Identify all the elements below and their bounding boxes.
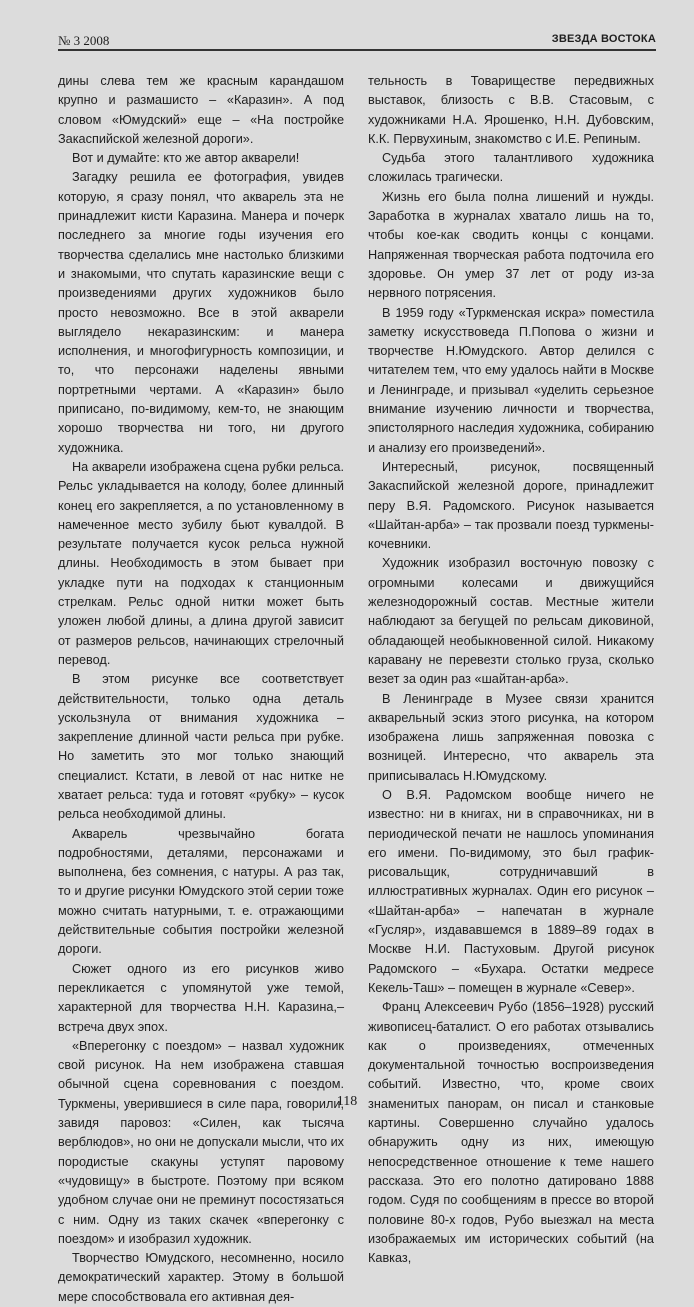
paragraph: Судьба этого талантливого художника сложилась трагически. xyxy=(368,151,654,185)
page-number: 118 xyxy=(336,1094,358,1109)
paragraph: дины слева тем же красным карандашом крупно и размашисто – «Каразин». А под словом «Юмудский» еще – «На постройке Закаспийской железной дороги». xyxy=(58,74,344,146)
paragraph: тельность в Товариществе передвижных выставок, близость с В.В. Стасовым, с художниками Н.А. Ярошенко, Н.Н. Дубовским, К.К. Первухиным, знакомство с И.Е. Репиным. xyxy=(368,74,654,146)
paragraph: Вот и думайте: кто же автор акварели! xyxy=(72,151,300,166)
paragraph: Сюжет одного из его рисунков живо перекликается с упомянутой уже темой, характерной для творчества Н.Н. Каразина,– встреча двух эпох. xyxy=(58,961,344,1034)
paragraph: Жизнь его была полна лишений и нужды. Заработка в журналах хватало лишь на то, чтобы кое-как сводить концы с концами. Напряженная творческая работа подточила его здоровье. Он умер 37 лет от роду из-за нервного потрясения. xyxy=(368,189,654,301)
paragraph: На акварели изображена сцена рубки рельса. Рельс укладывается на колоду, более длинный конец его закрепляется, а по установленному в намеченное место зубилу бьют кувалдой. В результате получается кусок рельса нужной длины. Необходимость в этом бывает при укладке пути на подходах к станционным стрелкам. Рельс одной нитки может быть уложен любой длины, а длина другой зависит от размеров рельсов, начинающих стрелочный перевод. xyxy=(58,459,344,667)
magazine-title: ЗВЕЗДА ВОСТОКА xyxy=(551,33,656,45)
paragraph: Художник изобразил восточную повозку с огромными колесами и движущийся железнодорожный состав. Местные жители наблюдают за бегущей по рельсам диковиной, обладающей необыкновенной силой. Никакому каравану не перевезти столько груза, сколько везет за один раз «шайтан-арба». xyxy=(368,556,654,687)
left-column xyxy=(58,72,344,1307)
paragraph: Франц Алексеевич Рубо (1856–1928) русский живописец-баталист. О его работах отзывались как о произведениях, отмеченных документальной точностью воспроизведения событий. Известно, что, кроме своих знаменитых панорам, он писал и станковые картины. Совершенно случайно удалось обнаружить одну из них, имеющую непосредственное отношение к теме нашего рассказа. Это его полотно датировано 1888 годом. Судя по сообщениям в прессе во второй половине 80-х годов, Рубо выезжал на места изображаемых им исторических событий (на Кавказ, xyxy=(368,1000,654,1266)
paragraph: Акварель чрезвычайно богата подробностями, деталями, персонажами и выполнена, без сомнения, с натуры. А раз так, то и другие рисунки Юмудского этой серии тоже можно считать натурными, т. е. отражающими действительные события постройки железной дороги. xyxy=(58,826,344,957)
issue-number: № 3 2008 xyxy=(58,33,110,48)
right-column xyxy=(368,72,654,1268)
paragraph: В этом рисунке все соответствует действительности, только одна деталь ускользнула от внимания художника – закрепление длинной части рельса при рубке. Но заметить это мог только знающий специалист. Кстати, в левой от нас нитке не хватает рельса: туда и готовят «рубку» – кусок рельса необходимой длины. xyxy=(58,672,344,822)
paragraph: О В.Я. Радомском вообще ничего не известно: ни в книгах, ни в справочниках, ни в периодической печати не нашлось упоминания его имени. По-видимому, это был график-рисовальщик, сотрудничавший в иллюстративных журналах. Один его рисунок – «Шайтан-арба» – напечатан в журнале «Гусляр», издававшемся в 1889–89 годах в Москве Н.И. Пастуховым. Другой рисунок Радомского – «Бухара. Остатки медресе Кекель-Таш» – помещен в журнале «Север». xyxy=(368,787,654,995)
paragraph: Творчество Юмудского, несомненно, носило демократический характер. Этому в большой мере способствовала его активная дея- xyxy=(58,1251,344,1304)
paragraph: В 1959 году «Туркменская искра» поместила заметку искусствоведа П.Попова о жизни и творчестве Н.Юмудского. Автор делился с читателем тем, что ему удалось найти в Москве и Ленинграде, и призывал «уделить серьезное внимание изучению личности и творчества, эпистолярного наследия художника, собиранию и анализу его произведений». xyxy=(368,305,654,455)
paragraph: В Ленинграде в Музее связи хранится акварельный эскиз этого рисунка, на котором изображена лишь запряженная повозка с возницей. Интересно, что акварель эта приписывалась Н.Юмудскому. xyxy=(368,691,654,783)
paragraph: Загадку решила ее фотография, увидев которую, я сразу понял, что акварель эта не принадлежит кисти Каразина. Манера и почерк последнего за многие годы изучения его творчества сделались мне настолько близкими и знакомыми, что спутать каразинские вещи с произведениями других художников было просто невозможно. Все в этой акварели выглядело некаразинским: и манера исполнения, и многофигурность композиции, и то, что персонажи наделены явными портретными чертами. А «Каразин» было приписано, по-видимому, кем-то, не знающим хорошо творчества ни того, ни другого художника. xyxy=(58,170,344,455)
running-header xyxy=(58,33,656,51)
paragraph: Интересный, рисунок, посвященный Закаспийской железной дороге, принадлежит перу В.Я. Радомского. Рисунок называется «Шайтан-арба» – так прозвали поезд туркмены-кочевники. xyxy=(368,459,654,552)
paragraph: «Вперегонку с поездом» – назвал художник свой рисунок. На нем изображена ставшая обычной сцена соревнования с поездом. Туркмены, уверившиеся в силе пара, говорили, завидя паровоз: «Силен, как тысяча верблюдов», но они не допускали мысли, что их породистые скакуны уступят паровому «чудовищу» в быстроте. Поэтому при всяком удобном случае они не преминут посостязаться с ним. Одну из таких скачек «вперегонку с поездом» и изобразил художник. xyxy=(58,1038,344,1246)
